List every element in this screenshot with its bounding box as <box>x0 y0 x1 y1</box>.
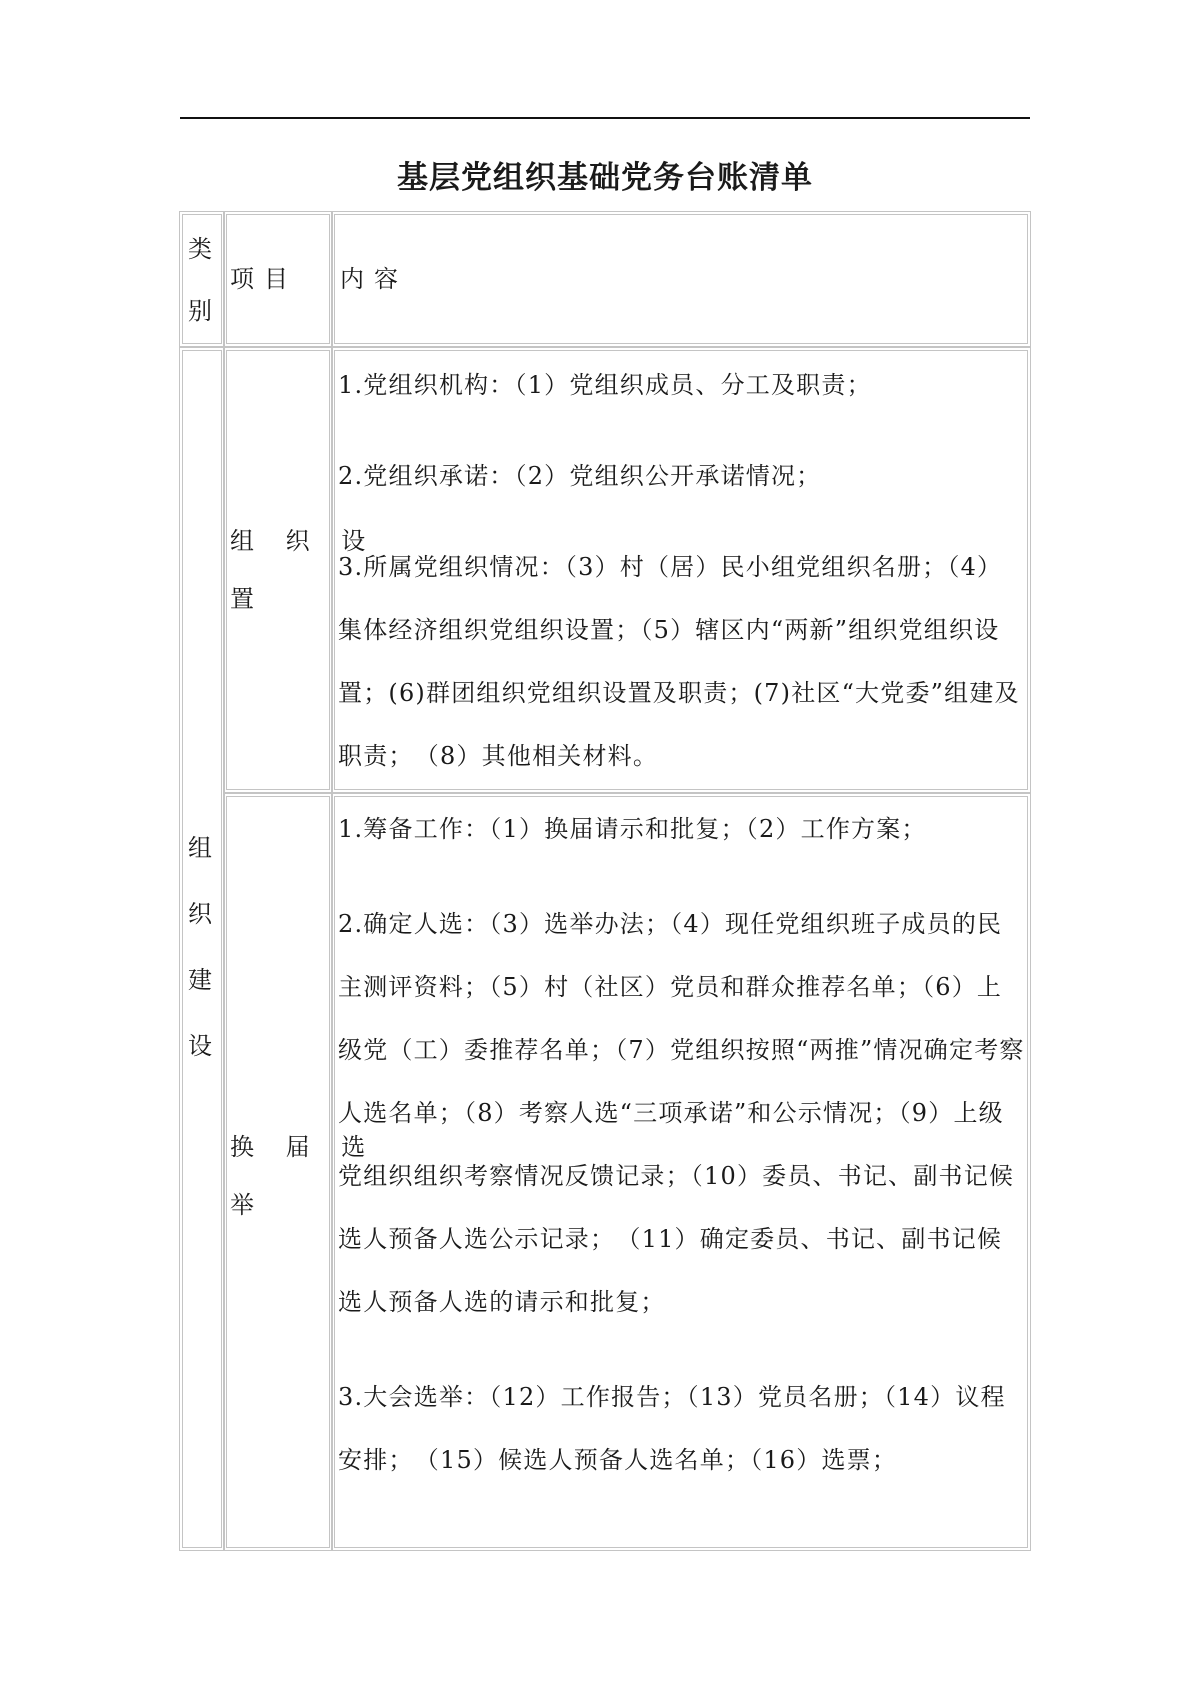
header-content-cell <box>334 214 1028 344</box>
content-paragraph: 2.确定人选：（3）选举办法；（4）现任党组织班子成员的民主测评资料；（5）村（社区）党员和群众推荐名单；（6）上级党（工）委推荐名单；（7）党组织按照“两推”情况确定考察人选名单；（8）考察人选“三项承诺”和公示情况；（9）上级党组织组织考察情况反馈记录；（10）委员、书记、副书记候选人预备人选公示记录； （11）确定委员、书记、副书记候选人预备人选的请示和批复； <box>338 910 1025 1316</box>
row-content <box>338 354 1026 788</box>
document-title: 基层党组织基础党务台账清单 <box>397 160 813 196</box>
content-paragraph: 2.党组织承诺：（2）党组织公开承诺情况； <box>338 462 822 490</box>
header-category-label: 类 别 <box>188 235 212 325</box>
header-item-label: 项 目 <box>230 265 290 293</box>
content-paragraph: 1.筹备工作：（1）换届请示和批复；（2）工作方案； <box>338 815 927 843</box>
content-paragraph: 1.党组织机构：（1）党组织成员、分工及职责； <box>338 371 872 399</box>
header-content-label: 内 容 <box>340 265 400 293</box>
row-item-label: 换 届 选 举 <box>230 1133 378 1219</box>
category-label: 组 织 建 设 <box>188 834 212 1060</box>
content-paragraph: 3.大会选举：（12）工作报告；（13）党员名册；（14）议程安排； （15）候选人预备人选名单；（16）选票； <box>338 1383 1006 1474</box>
content-paragraph: 3.所属党组织情况：（3）村（居）民小组党组织名册；（4）集体经济组织党组织设置；（5）辖区内“两新”组织党组织设置；(6)群团组织党组织设置及职责；(7)社区“大党委”组建及职责； （8）其他相关材料。 <box>338 553 1020 770</box>
row-item-label: 组 织 设 置 <box>230 527 378 613</box>
row-content <box>338 798 1026 1492</box>
top-rule <box>180 117 1030 119</box>
